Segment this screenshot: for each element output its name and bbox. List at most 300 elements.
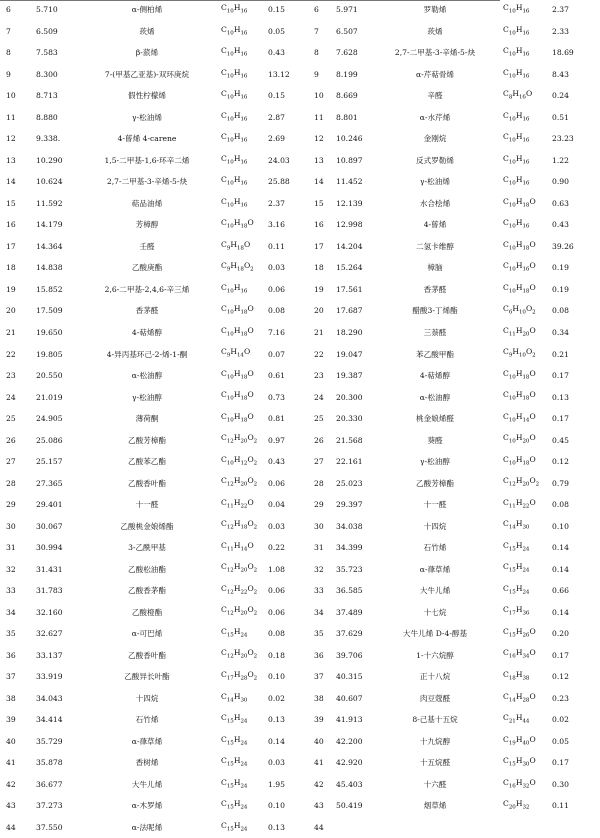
left-compound-name: 香茅醛	[135, 306, 159, 316]
left-retention-time: 37.550	[36, 822, 63, 832]
left-formula: $C_{12}H_{22}O_2$	[221, 583, 258, 596]
left-formula: $C_{15}H_{24}$	[221, 799, 248, 811]
right-compound-name: 桃金娘烯醛	[416, 414, 454, 424]
right-retention-time: 8.669	[336, 91, 358, 101]
table-row	[0, 365, 600, 387]
left-compound-name: 乙酸松油酯	[128, 564, 166, 574]
right-content: 0.17	[552, 371, 569, 381]
left-no: 26	[6, 435, 16, 445]
left-retention-time: 34.043	[36, 693, 63, 703]
right-no: 44	[314, 822, 324, 832]
right-no: 12	[314, 134, 324, 144]
left-no: 8	[6, 48, 11, 58]
left-content: 0.06	[268, 586, 285, 596]
right-formula: $C_{14}H_{30}$	[503, 519, 530, 531]
table-row	[0, 107, 600, 129]
right-retention-time: 17.687	[336, 306, 363, 316]
right-no: 39	[314, 715, 324, 725]
right-formula: $C_{15}H_{24}$	[503, 583, 530, 596]
left-compound-name: 7-(甲基乙亚基)-双环庚烷	[104, 69, 190, 79]
left-formula: $C_{10}H_{16}$	[221, 110, 248, 123]
left-retention-time: 24.905	[36, 414, 63, 424]
right-compound-name: 石竹烯	[423, 543, 447, 553]
right-no: 11	[314, 112, 324, 122]
left-formula: $C_{12}H_{20}O_2$	[221, 562, 258, 574]
table-row	[0, 343, 600, 365]
right-compound-name: 十七烷	[423, 607, 447, 617]
left-no: 23	[6, 371, 16, 381]
left-content: 0.02	[268, 693, 285, 703]
left-compound-name: 乙酸桃金娘烯酯	[120, 521, 174, 531]
left-compound-name: β-蒎烯	[135, 48, 159, 58]
left-content: 2.37	[268, 198, 285, 208]
table-row	[0, 171, 600, 193]
right-content: 0.90	[552, 177, 569, 187]
left-compound-name: 石竹烯	[135, 715, 159, 725]
table-row	[0, 429, 600, 451]
right-no: 6	[314, 5, 319, 15]
right-no: 29	[314, 500, 324, 510]
table-row	[0, 537, 600, 559]
left-formula: $C_{12}H_{20}O_2$	[221, 605, 258, 617]
right-content: 18.69	[552, 48, 574, 58]
left-formula: $C_{10}H_{16}$	[221, 24, 248, 37]
left-content: 0.18	[268, 650, 285, 660]
right-compound-name: 反式罗勒烯	[416, 155, 454, 165]
left-no: 9	[6, 69, 11, 79]
right-retention-time: 10.897	[336, 155, 363, 165]
left-formula: $C_{12}H_{20}O_2$	[221, 476, 258, 488]
left-content: 0.10	[268, 801, 285, 811]
table-row	[0, 386, 600, 408]
right-retention-time: 37.629	[336, 629, 363, 639]
left-retention-time: 27.365	[36, 478, 63, 488]
left-compound-name: 2,6-二甲基-2,4,6-辛三烯	[104, 284, 190, 294]
right-compound-name: γ-松油醇	[420, 457, 450, 467]
table-row	[0, 558, 600, 580]
right-formula: $C_{10}H_{16}O$	[503, 261, 536, 273]
table-row	[0, 709, 600, 731]
left-content: 0.03	[268, 263, 285, 273]
right-content: 0.66	[552, 586, 569, 596]
left-compound-name: 4-蒈烯 4-carene	[117, 134, 177, 144]
left-formula: $C_{10}H_{18}O$	[221, 411, 254, 424]
right-retention-time: 50.419	[336, 801, 363, 811]
table-row	[0, 601, 600, 623]
right-content: 0.19	[552, 263, 569, 273]
right-compound-name: 香茅醛	[423, 284, 447, 294]
right-no: 20	[314, 306, 324, 316]
left-compound-name: α-可巴烯	[131, 629, 163, 639]
table-row	[0, 623, 600, 645]
left-content: 0.06	[268, 478, 285, 488]
right-content: 0.10	[552, 521, 569, 531]
right-retention-time: 21.568	[336, 435, 363, 445]
left-no: 21	[6, 327, 16, 337]
left-no: 31	[6, 543, 16, 553]
right-content: 0.17	[552, 414, 569, 424]
left-retention-time: 5.710	[36, 5, 58, 15]
left-no: 41	[6, 758, 16, 768]
right-formula: $C_{10}H_{14}O$	[503, 411, 536, 424]
right-compound-name: α-水芹烯	[419, 112, 451, 122]
right-retention-time: 37.489	[336, 607, 363, 617]
left-no: 20	[6, 306, 16, 316]
table-row	[0, 580, 600, 602]
left-compound-name: 3-乙酰甲基	[128, 543, 166, 553]
left-no: 10	[6, 91, 16, 101]
left-formula: $C_{10}H_{16}$	[221, 153, 248, 166]
left-retention-time: 36.677	[36, 779, 63, 789]
left-retention-time: 25.086	[36, 435, 63, 445]
left-formula: $C_{10}H_{16}$	[221, 67, 248, 80]
table-row	[0, 85, 600, 107]
right-retention-time: 22.161	[336, 457, 363, 467]
left-retention-time: 14.838	[36, 263, 63, 273]
left-formula: $C_{11}H_{22}O$	[221, 497, 254, 510]
right-no: 10	[314, 91, 324, 101]
right-retention-time: 25.023	[336, 478, 363, 488]
right-retention-time: 12.998	[336, 220, 363, 230]
right-formula: $C_{18}H_{38}$	[503, 669, 530, 682]
left-formula: $C_{10}H_{16}$	[221, 132, 248, 144]
right-no: 18	[314, 263, 324, 273]
left-compound-name: 假性柠檬烯	[128, 91, 166, 101]
right-content: 0.14	[552, 564, 569, 574]
right-compound-name: 辛醛	[427, 91, 443, 101]
right-no: 15	[314, 198, 324, 208]
right-retention-time: 19.387	[336, 371, 363, 381]
left-compound-name: 乙酸橙酯	[131, 607, 163, 617]
right-formula: $C_{11}H_{22}O$	[503, 497, 536, 510]
right-compound-name: 烟草烯	[423, 801, 447, 811]
table-row	[0, 795, 600, 817]
right-formula: $C_{10}H_{16}$	[503, 132, 530, 144]
right-formula: $C_8H_{16}O$	[503, 89, 533, 101]
left-content: 0.13	[268, 822, 285, 832]
left-no: 36	[6, 650, 16, 660]
right-formula: $C_{20}H_{32}$	[503, 799, 530, 811]
left-content: 0.04	[268, 500, 285, 510]
left-formula: $C_{10}H_{18}O$	[221, 368, 254, 381]
right-no: 25	[314, 414, 324, 424]
left-compound-name: 莰烯	[139, 26, 155, 36]
left-formula: $C_{10}H_{18}O$	[221, 304, 254, 316]
left-retention-time: 20.550	[36, 371, 63, 381]
right-no: 32	[314, 564, 324, 574]
left-formula: $C_{10}H_{18}O$	[221, 390, 254, 402]
left-content: 0.15	[268, 91, 285, 101]
right-content: 0.23	[552, 693, 569, 703]
right-compound-name: 4-蒈烯	[423, 220, 447, 230]
right-retention-time: 20.330	[336, 414, 363, 424]
right-retention-time: 14.204	[336, 241, 363, 251]
right-content: 0.05	[552, 736, 569, 746]
right-formula: $C_{10}H_{16}$	[503, 3, 530, 15]
left-formula: $C_9H_{18}O_2$	[221, 261, 254, 273]
right-content: 0.17	[552, 650, 569, 660]
left-formula: $C_{15}H_{24}$	[221, 756, 248, 768]
right-compound-name: 十五烷醛	[419, 758, 451, 768]
right-retention-time: 39.706	[336, 650, 363, 660]
right-formula: $C_{10}H_{18}O$	[503, 390, 536, 402]
right-compound-name: 金刚烷	[423, 134, 447, 144]
left-compound-name: 萜品油烯	[131, 198, 163, 208]
left-compound-name: α-法呢烯	[131, 822, 163, 832]
left-formula: $C_{10}H_{16}$	[221, 3, 248, 15]
table-row	[0, 64, 600, 86]
right-retention-time: 34.399	[336, 543, 363, 553]
right-retention-time: 42.920	[336, 758, 363, 768]
right-content: 0.02	[552, 715, 569, 725]
table-row	[0, 150, 600, 172]
left-content: 0.61	[268, 371, 285, 381]
right-retention-time: 17.561	[336, 284, 363, 294]
table-row	[0, 666, 600, 688]
right-compound-name: 正十八烷	[419, 672, 451, 682]
left-retention-time: 32.160	[36, 607, 63, 617]
right-content: 0.21	[552, 349, 569, 359]
right-retention-time: 35.723	[336, 564, 363, 574]
right-formula: $C_{10}H_{20}O$	[503, 433, 536, 445]
left-content: 7.16	[268, 327, 285, 337]
table-row	[0, 774, 600, 796]
left-content: 13.12	[268, 69, 290, 79]
table-row	[0, 752, 600, 774]
left-retention-time: 25.157	[36, 457, 63, 467]
left-no: 40	[6, 736, 16, 746]
left-no: 42	[6, 779, 16, 789]
left-retention-time: 31.431	[36, 564, 63, 574]
left-no: 11	[6, 112, 16, 122]
right-content: 0.14	[552, 543, 569, 553]
table-row	[0, 644, 600, 666]
right-content: 0.08	[552, 500, 569, 510]
left-compound-name: 1,5-二甲基-1,6-环辛二烯	[104, 155, 190, 165]
left-compound-name: α-葎草烯	[131, 736, 163, 746]
table-row	[0, 300, 600, 322]
right-compound-name: 苯乙酸甲酯	[416, 349, 454, 359]
right-formula: $C_{10}H_{16}$	[503, 153, 530, 166]
left-retention-time: 10.624	[36, 177, 63, 187]
table-row	[0, 42, 600, 64]
right-retention-time: 36.585	[336, 586, 363, 596]
right-content: 0.51	[552, 112, 569, 122]
right-content: 8.43	[552, 69, 569, 79]
right-formula: $C_{14}H_{28}O$	[503, 691, 536, 704]
right-content: 2.33	[552, 26, 569, 36]
right-formula: $C_{15}H_{24}$	[503, 562, 530, 574]
right-no: 16	[314, 220, 324, 230]
left-no: 34	[6, 607, 16, 617]
left-formula: $C_{14}H_{30}$	[221, 691, 248, 704]
left-content: 0.43	[268, 48, 285, 58]
right-compound-name: 1-十六烷醇	[416, 650, 454, 660]
left-no: 17	[6, 241, 16, 251]
left-no: 12	[6, 134, 16, 144]
right-no: 13	[314, 155, 324, 165]
right-content: 0.43	[552, 220, 569, 230]
right-retention-time: 45.403	[336, 779, 363, 789]
left-retention-time: 9.338.	[36, 134, 61, 144]
left-retention-time: 11.592	[36, 198, 63, 208]
right-formula: $C_{19}H_{40}O$	[503, 734, 536, 747]
left-no: 22	[6, 349, 16, 359]
right-compound-name: 4-萜烯醇	[419, 371, 451, 381]
left-formula: $C_{15}H_{24}$	[221, 713, 248, 725]
left-content: 1.08	[268, 564, 285, 574]
left-retention-time: 35.729	[36, 736, 63, 746]
left-content: 0.97	[268, 435, 285, 445]
table-row	[0, 128, 600, 150]
left-formula: $C_{10}H_{16}$	[221, 89, 248, 101]
left-formula: $C_9H_{18}O$	[221, 239, 251, 252]
right-formula: $C_{15}H_{26}O$	[503, 626, 536, 639]
left-formula: $C_{12}H_{18}O_2$	[221, 519, 258, 531]
right-content: 0.08	[552, 306, 569, 316]
left-compound-name: α-松油醇	[131, 371, 163, 381]
right-compound-name: 十四烷	[423, 521, 447, 531]
left-content: 0.11	[268, 241, 285, 251]
right-no: 21	[314, 327, 324, 337]
left-content: 0.08	[268, 629, 285, 639]
left-content: 0.06	[268, 284, 285, 294]
right-retention-time: 40.315	[336, 672, 363, 682]
right-content: 0.20	[552, 629, 569, 639]
right-formula: $C_{15}H_{24}$	[503, 540, 530, 553]
right-content: 0.63	[552, 198, 569, 208]
right-formula: $C_{10}H_{16}$	[503, 175, 530, 187]
left-no: 24	[6, 392, 16, 402]
left-no: 29	[6, 500, 16, 510]
left-content: 0.22	[268, 543, 285, 553]
right-compound-name: 8-己基十五烷	[412, 715, 458, 725]
left-retention-time: 33.137	[36, 650, 63, 660]
right-formula: $C_{10}H_{18}O$	[503, 196, 536, 209]
right-compound-name: 葵醛	[427, 435, 443, 445]
right-compound-name: γ-松油烯	[420, 177, 450, 187]
left-no: 18	[6, 263, 16, 273]
right-formula: $C_{17}H_{36}$	[503, 605, 530, 617]
left-compound-name: 乙酸庚酯	[131, 263, 163, 273]
table-row	[0, 688, 600, 710]
left-retention-time: 8.713	[36, 91, 58, 101]
right-content: 0.45	[552, 435, 569, 445]
left-formula: $C_{10}H_{16}$	[221, 282, 248, 295]
left-formula: $C_{15}H_{24}$	[221, 734, 248, 747]
left-content: 24.03	[268, 155, 290, 165]
table-row	[0, 451, 600, 473]
right-compound-name: α-松油醇	[419, 392, 451, 402]
left-compound-name: 十四烷	[135, 693, 159, 703]
table-row	[0, 731, 600, 753]
table-row	[0, 408, 600, 430]
right-retention-time: 19.047	[336, 349, 363, 359]
left-formula: $C_{10}H_{12}O_2$	[221, 454, 258, 467]
left-retention-time: 8.300	[36, 69, 58, 79]
right-no: 8	[314, 48, 319, 58]
table-row	[0, 279, 600, 301]
table-row	[0, 0, 600, 21]
right-retention-time: 18.290	[336, 327, 363, 337]
table-row	[0, 817, 600, 838]
left-formula: $C_{15}H_{24}$	[221, 820, 248, 833]
right-no: 43	[314, 801, 324, 811]
table-row	[0, 472, 600, 494]
left-compound-name: 壬醛	[139, 241, 155, 251]
right-content: 23.23	[552, 134, 574, 144]
left-compound-name: 大牛儿烯	[131, 779, 163, 789]
left-no: 38	[6, 693, 16, 703]
left-retention-time: 34.414	[36, 715, 63, 725]
right-content: 2.37	[552, 5, 569, 15]
right-content: 0.13	[552, 392, 569, 402]
right-content: 0.19	[552, 284, 569, 294]
right-content: 0.12	[552, 672, 569, 682]
right-no: 42	[314, 779, 324, 789]
left-no: 19	[6, 284, 16, 294]
right-retention-time: 20.300	[336, 392, 363, 402]
table-row	[0, 193, 600, 215]
left-compound-name: 2,7-二甲基-3-辛烯-5-炔	[106, 177, 188, 187]
right-compound-name: 莰烯	[427, 26, 443, 36]
left-compound-name: α-木罗烯	[131, 801, 163, 811]
right-retention-time: 6.507	[336, 26, 358, 36]
right-retention-time: 42.200	[336, 736, 363, 746]
left-retention-time: 17.509	[36, 306, 63, 316]
left-formula: $C_{12}H_{20}O_2$	[221, 648, 258, 660]
table-row	[0, 257, 600, 279]
left-content: 25.88	[268, 177, 290, 187]
right-no: 33	[314, 586, 324, 596]
right-retention-time: 15.264	[336, 263, 363, 273]
left-retention-time: 10.290	[36, 155, 63, 165]
left-content: 0.06	[268, 607, 285, 617]
left-no: 44	[6, 822, 16, 832]
right-retention-time: 7.628	[336, 48, 358, 58]
right-no: 17	[314, 241, 324, 251]
right-formula: $C_{11}H_{20}O$	[503, 325, 536, 338]
left-compound-name: 芳樟醇	[135, 220, 159, 230]
right-compound-name: 2,7-二甲基-3-辛烯-5-炔	[394, 48, 476, 58]
left-retention-time: 14.179	[36, 220, 63, 230]
right-no: 31	[314, 543, 324, 553]
left-compound-name: α-侧柏烯	[131, 5, 163, 15]
left-no: 28	[6, 478, 16, 488]
left-compound-name: 4-萜烯醇	[131, 327, 163, 337]
left-content: 0.05	[268, 26, 285, 36]
left-content: 0.03	[268, 521, 285, 531]
right-no: 7	[314, 26, 319, 36]
right-compound-name: 十一醛	[423, 500, 447, 510]
right-compound-name: 三萘醛	[423, 327, 447, 337]
right-compound-name: 罗勒烯	[423, 5, 447, 15]
right-retention-time: 41.913	[336, 715, 363, 725]
right-no: 24	[314, 392, 324, 402]
right-no: 26	[314, 435, 324, 445]
right-no: 9	[314, 69, 319, 79]
left-formula: $C_{12}H_{20}O_2$	[221, 433, 258, 445]
left-content: 0.73	[268, 392, 285, 402]
left-retention-time: 30.994	[36, 543, 63, 553]
right-no: 14	[314, 177, 324, 187]
right-content: 1.22	[552, 155, 569, 165]
right-retention-time: 10.246	[336, 134, 363, 144]
right-content: 0.79	[552, 478, 569, 488]
table-row	[0, 322, 600, 344]
left-retention-time: 19.650	[36, 327, 63, 337]
right-content	[544, 817, 600, 838]
